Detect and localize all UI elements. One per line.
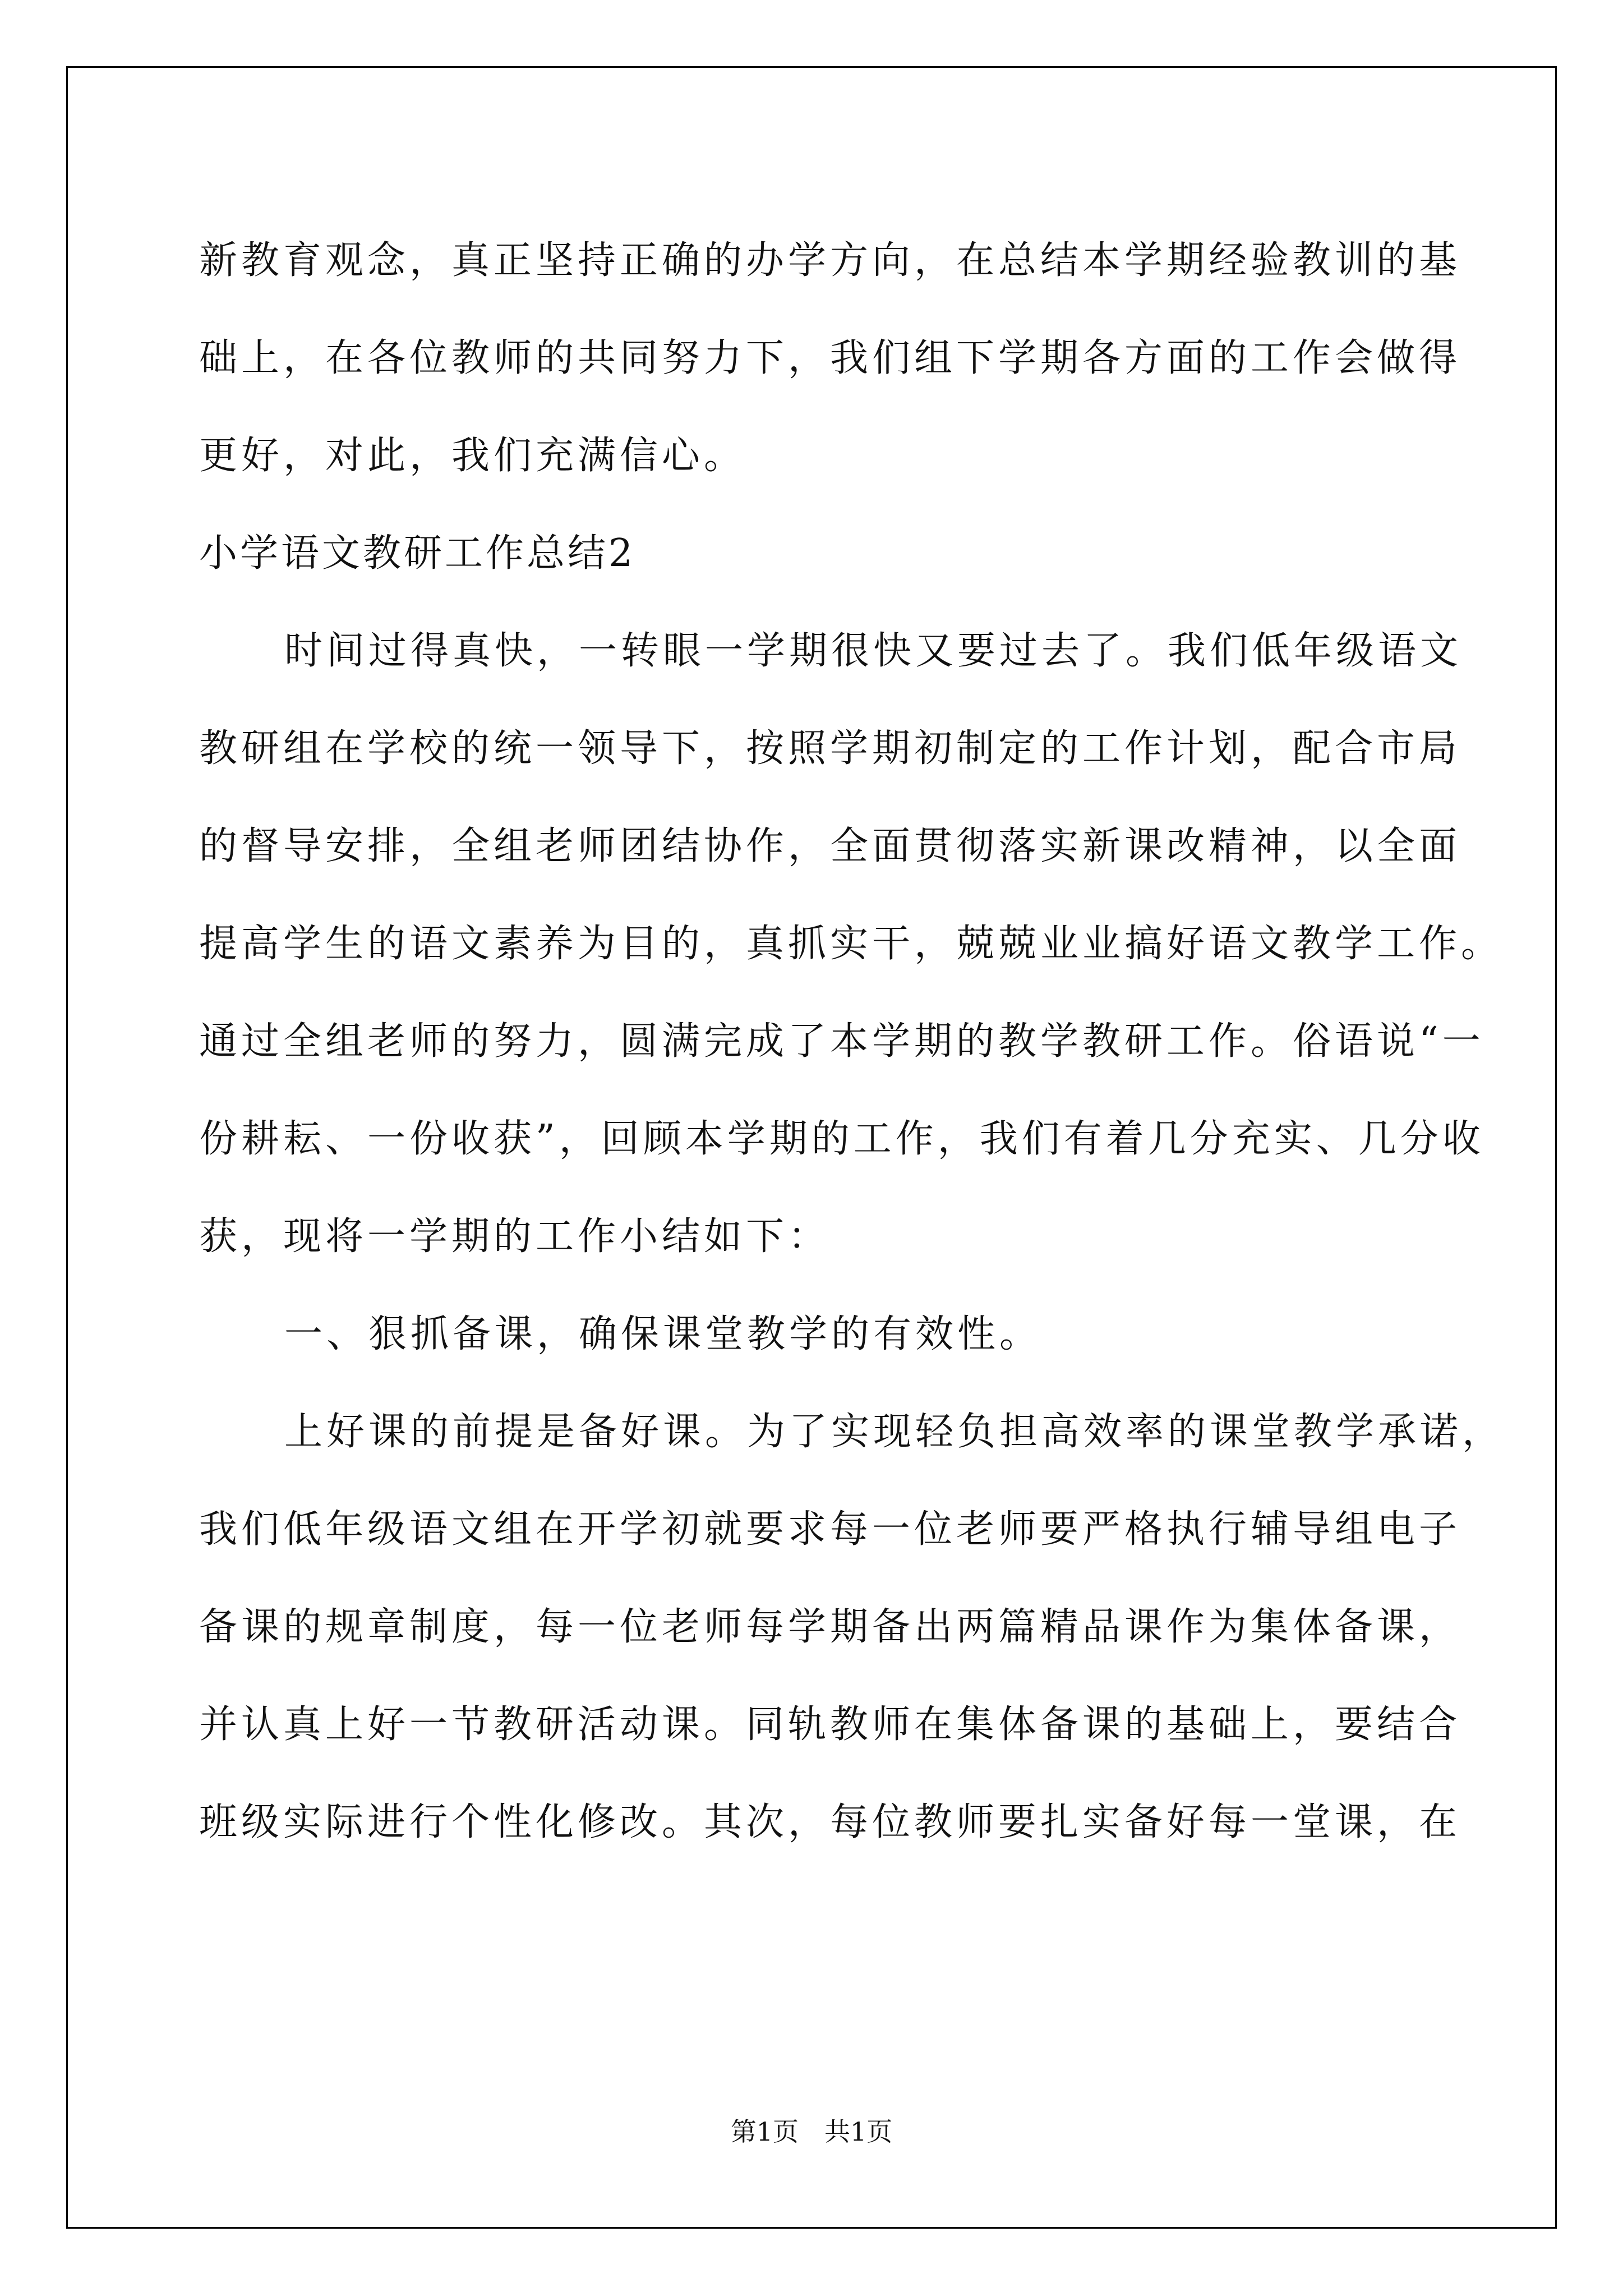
page-total: 共1页 (824, 2116, 893, 2147)
subsection-heading: 一、狠抓备课，确保课堂教学的有效性。 (284, 1312, 1042, 1356)
text-line-17: 班级实际进行个性化修改。其次，每位教师要扎实备好每一堂课，在 (199, 1800, 1461, 1844)
text-line-8: 提高学生的语文素养为目的，真抓实干，兢兢业业搞好语文教学工作。 (199, 922, 1504, 966)
document-body (199, 212, 1505, 1871)
text-line-9: 通过全组老师的努力，圆满完成了本学期的教学教研工作。俗语说“一 (199, 1019, 1484, 1064)
text-line-7: 的督导安排，全组老师团结协作，全面贯彻落实新课改精神，以全面 (199, 824, 1461, 868)
text-line-5: 时间过得真快，一转眼一学期很快又要过去了。我们低年级语文 (284, 629, 1463, 673)
text-line-11: 获，现将一学期的工作小结如下： (199, 1214, 831, 1259)
text-line-15: 备课的规章制度，每一位老师每学期备出两篇精品课作为集体备课， (199, 1605, 1461, 1649)
text-line-10: 份耕耘、一份收获”，回顾本学期的工作，我们有着几分充实、几分收 (199, 1117, 1484, 1161)
text-line-6: 教研组在学校的统一领导下，按照学期初制定的工作计划，配合市局 (199, 726, 1461, 771)
text-line-14: 我们低年级语文组在开学初就要求每一位老师要严格执行辅导组电子 (199, 1507, 1461, 1552)
text-line-3: 更好，对此，我们充满信心。 (199, 434, 746, 478)
text-line-1: 新教育观念，真正坚持正确的办学方向，在总结本学期经验教训的基 (199, 238, 1461, 283)
section-heading: 小学语文教研工作总结2 (199, 531, 636, 576)
text-line-16: 并认真上好一节教研活动课。同轨教师在集体备课的基础上，要结合 (199, 1703, 1461, 1747)
page-footer (0, 2115, 1623, 2148)
text-line-13: 上好课的前提是备好课。为了实现轻负担高效率的课堂教学承诺， (284, 1410, 1505, 1454)
text-line-2: 础上，在各位教师的共同努力下，我们组下学期各方面的工作会做得 (199, 336, 1461, 380)
page-number: 第1页 (730, 2116, 799, 2147)
